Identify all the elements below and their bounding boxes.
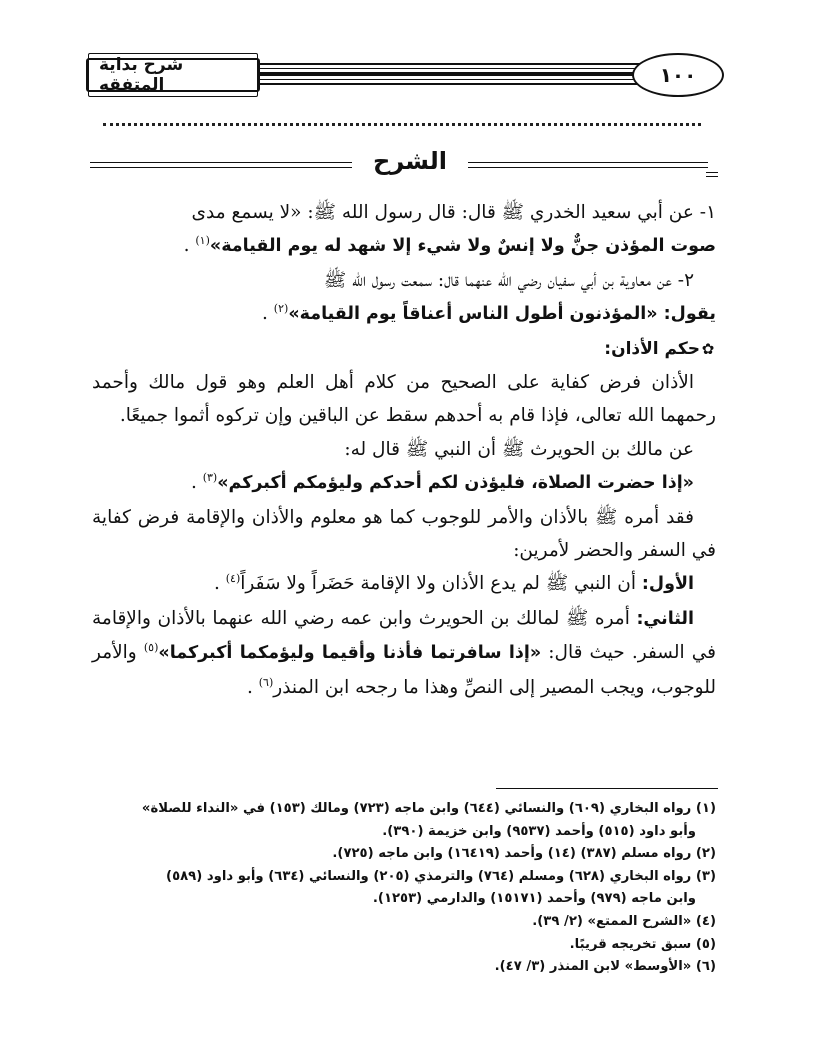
hadith-3: «إذا حضرت الصلاة، فليؤذن لكم أحدكم وليؤمكم أكبركم»$^{(٣)}$ .	[190, 471, 694, 494]
footnote-3: (٣) رواه البخاري (٦٢٨) ومسلم (٧٦٤) والترمذي (٢٠٥) والنسائي (٦٣٤) وأبو داود (٥٨٩)	[166, 868, 716, 884]
book-title-box	[86, 55, 260, 95]
section-heading	[90, 145, 720, 185]
footnote-1-continued: وأبو داود (٥١٥) وأحمد (٩٥٣٧) وابن خزيمة (٣٩٠).	[382, 823, 696, 839]
footnote-4: (٤) «الشرح الممتع» (٢/ ٣٩).	[532, 913, 716, 929]
main-text	[92, 196, 716, 704]
paragraph-malik: عن مالك بن الحويرث ﷺ أن النبي ﷺ قال له:	[344, 438, 694, 460]
page-header	[80, 48, 730, 98]
header-rule	[260, 63, 660, 85]
page-number: ١٠٠	[632, 53, 724, 97]
book-title: شرح بداية المتفقه	[88, 53, 258, 97]
footnote-5: (٥) سبق تخريجه قريبًا.	[569, 936, 716, 952]
footnotes	[92, 798, 716, 979]
hadith-2: ٢- عن معاوية بن أبي سفيان رضي الله عنهما قال: سمعت رسول الله ﷺ يقول: «المؤذنون أطول الناس أعناقاً يوم القيامة»$^{(٢)}$ .	[262, 269, 716, 325]
footnote-6: (٦) «الأوسط» لابن المنذر (٣/ ٤٧).	[494, 959, 716, 975]
reason-second: الثاني: أمره ﷺ لمالك بن الحويرث وابن عمه رضي الله عنهما بالأذان والإقامة في السفر. حيث قال: «إذا سافرتما فأذنا وأقيما وليؤمكما أكبركما»$^{(٥)}$ والأمر للوجوب، ويجب المصير إلى النصِّ وهذا ما رجحه ابن المنذر$^{(٦)}$ .	[92, 607, 716, 698]
hadith-1: ١- عن أبي سعيد الخدري ﷺ قال: قال رسول الله ﷺ: «لا يسمع مدى صوت المؤذن جنٌّ ولا إنسٌ ولا شيء إلا شهد له يوم القيامة»$^{(١)}$ .	[183, 202, 716, 257]
section-title: الشرح	[373, 147, 447, 175]
footnote-3-continued: وابن ماجه (٩٧٩) وأحمد (١٥١٧١) والدارمي (١٢٥٣).	[372, 891, 696, 907]
subheading-ruling: ✿حكم الأذان:	[92, 332, 716, 366]
reason-first: الأول: أن النبي ﷺ لم يدع الأذان ولا الإقامة حَضَراً ولا سَفَراً$^{(٤)}$ .	[213, 572, 694, 595]
footnote-separator	[496, 788, 718, 789]
flower-icon: ✿	[701, 339, 715, 358]
footnote-2: (٢) رواه مسلم (٣٨٧) (١٤) وأحمد (١٦٤١٩) وابن ماجه (٧٢٥).	[332, 846, 716, 862]
footnote-1: (١) رواه البخاري (٦٠٩) والنسائي (٦٤٤) وابن ماجه (٧٢٣) ومالك (١٥٣) في «النداء للصلاة»	[141, 801, 716, 816]
dotted-separator	[103, 123, 701, 126]
paragraph-ruling: الأذان فرض كفاية على الصحيح من كلام أهل العلم وهو قول مالك وأحمد رحمهما الله تعالى، فإذا قام به أحدهم سقط عن الباقين وإن تركوه أثموا جميعًا.	[92, 372, 716, 427]
paragraph-obligation: فقد أمره ﷺ بالأذان والأمر للوجوب كما هو معلوم والأذان والإقامة فرض كفاية في السفر والحضر لأمرين:	[92, 506, 716, 562]
